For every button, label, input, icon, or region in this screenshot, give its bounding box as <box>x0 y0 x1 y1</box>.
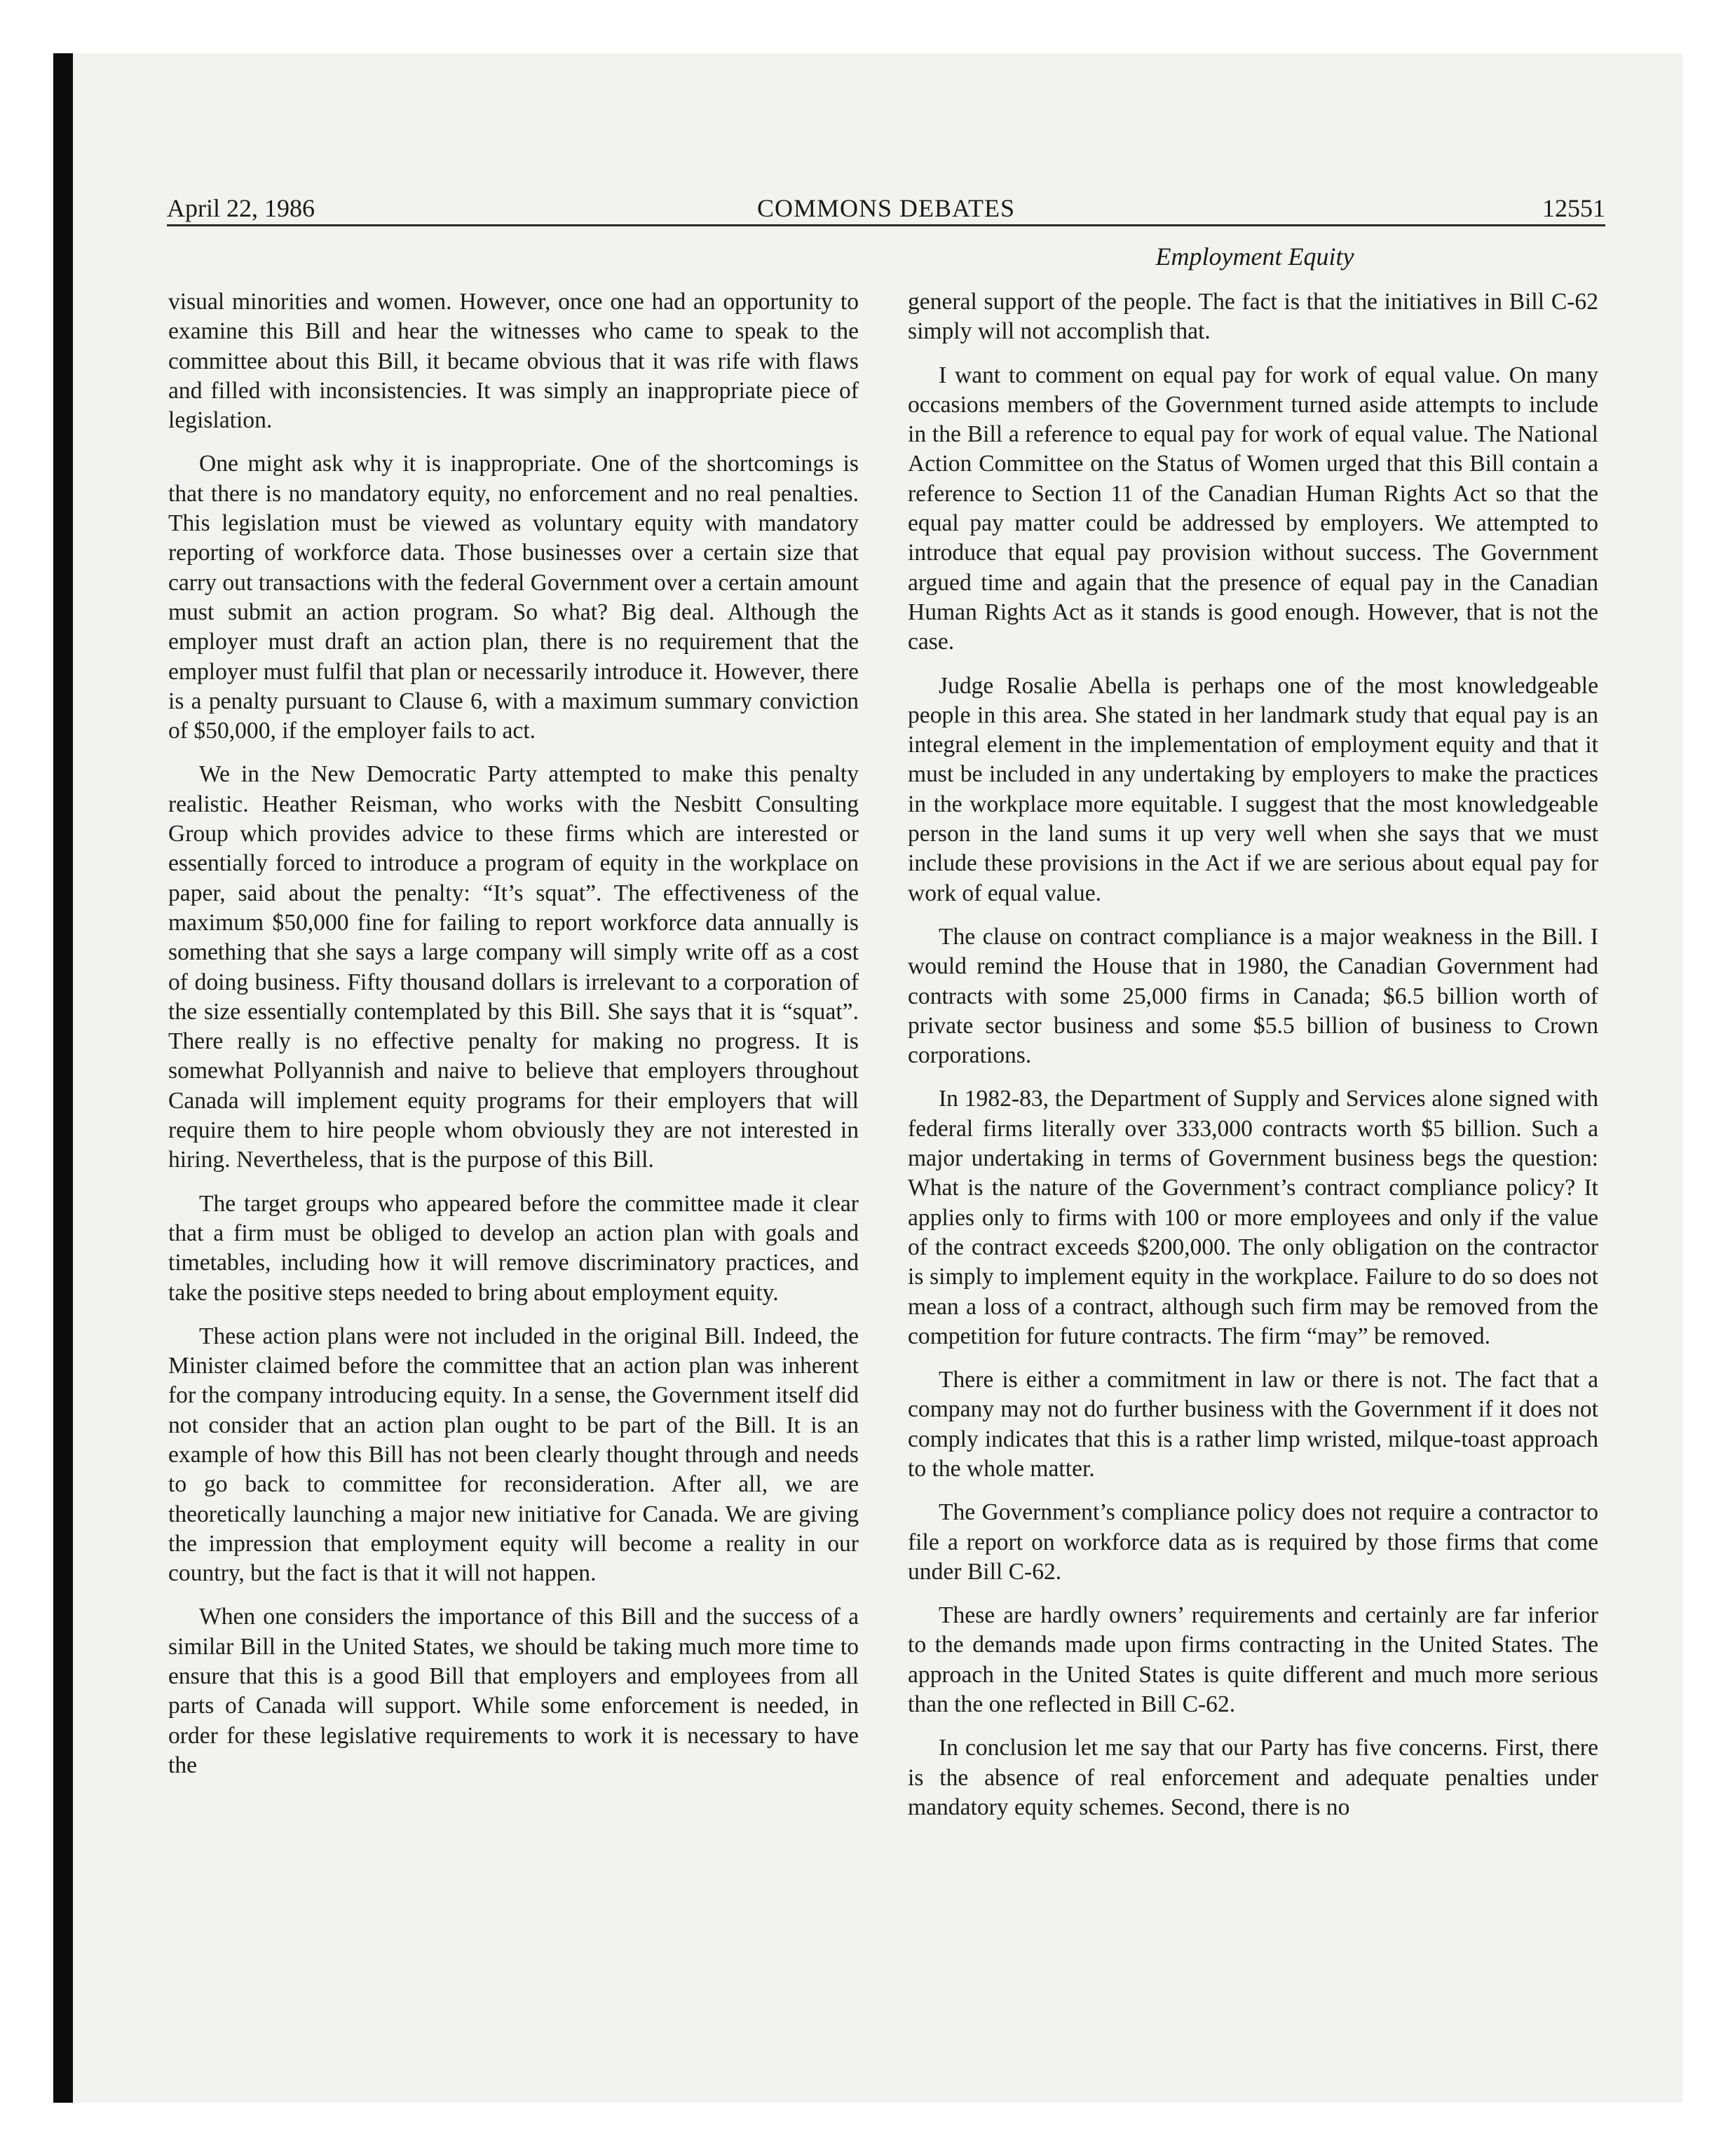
paragraph: The Government’s compliance policy does not require a contractor to file a report on workforce data as is required by those firms that come under Bill C-62. <box>908 1499 1598 1585</box>
paragraph: One might ask why it is inappropriate. One of the shortcomings is that there is no mandatory equity, no enforcement and no real penalties. This legislation must be viewed as voluntary equity with mandatory reporting of workforce data. Those businesses over a certain size that carry out transactions with the federal Government over a certain amount must submit an action program. So what? Big deal. Although the employer must draft an action plan, there is no requirement that the employer must fulfil that plan or necessarily introduce it. However, there is a penalty pursuant to Clause 6, with a maximum summary conviction of $50,000, if the employer fails to act. <box>168 451 859 744</box>
paragraph: The clause on contract compliance is a major weakness in the Bill. I would remind the House that in 1980, the Canadian Government had contracts with some 25,000 firms in Canada; $6.5 billion worth of private sector business and some $5.5 billion of business to Crown corporations. <box>908 923 1598 1069</box>
paragraph: I want to comment on equal pay for work of equal value. On many occasions members of the Government turned aside attempts to include in the Bill a reference to equal pay for work of equal value. The National Action Committee on the Status of Women urged that this Bill contain a reference to Section 11 of the Canadian Human Rights Act so that the equal pay matter could be addressed by employers. We attempted to introduce that equal pay provision without success. The Government argued time and again that the presence of equal pay in the Canadian Human Rights Act as it stands is good enough. However, that is not the case. <box>908 362 1598 655</box>
paragraph: visual minorities and women. However, once one had an opportunity to examine this Bill and hear the witnesses who came to speak to the committee about this Bill, it became obvious that it was rife with flaws and filled with inconsistencies. It was simply an inappropriate piece of legislation. <box>168 289 859 434</box>
paragraph: In conclusion let me say that our Party has five concerns. First, there is the absence of real enforcement and adequate penalties under mandatory equity schemes. Second, there is no <box>908 1735 1598 1820</box>
header-page-number: 12551 <box>1542 194 1605 222</box>
running-header <box>167 191 1605 226</box>
header-rule <box>167 224 1605 226</box>
paragraph: Judge Rosalie Abella is perhaps one of the most knowledgeable people in this area. She stated in her landmark study that equal pay is an integral element in the implementation of employment equity and that it must be included in any undertaking by employers to make the practices in the workplace more equitable. I suggest that the most knowledgeable person in the land sums it up very well when she says that we must include these provisions in the Act if we are serious about equal pay for work of equal value. <box>908 672 1598 906</box>
paragraph: In 1982-83, the Department of Supply and Services alone signed with federal firms literally over 333,000 contracts worth $5 billion. Such a major undertaking in terms of Government business begs the question: What is the nature of the Government’s contract compliance policy? It applies only to firms with 100 or more employees and only if the value of the contract exceeds $200,000. The only obligation on the contractor is simply to implement equity in the workplace. Failure to do so does not mean a loss of a contract, although such firm may be removed from the competition for future contracts. The firm “may” be removed. <box>908 1086 1598 1349</box>
left-column <box>168 287 859 1794</box>
paragraph: These are hardly owners’ requirements and certainly are far inferior to the demands made upon firms contracting in the United States. The approach in the United States is quite different and much more serious than the one reflected in Bill C-62. <box>908 1602 1598 1718</box>
paragraph: We in the New Democratic Party attempted to make this penalty realistic. Heather Reisman, who works with the Nesbitt Consulting Group which provides advice to these firms which are interested or essentially forced to introduce a program of equity in the workplace on paper, said about the penalty: “It’s squat”. The effectiveness of the maximum $50,000 fine for failing to report workforce data annually is something that she says a large company will simply write off as a cost of doing business. Fifty thousand dollars is irrelevant to a corporation of the size essentially contemplated by this Bill. She says that it is “squat”. There really is no effective penalty for making no progress. It is somewhat Pollyannish and naive to believe that employers throughout Canada will implement equity programs for their employers that will require them to hire people whom obviously they are not interested in hiring. Nevertheless, that is the purpose of this Bill. <box>168 761 859 1173</box>
paragraph: These action plans were not included in the original Bill. Indeed, the Minister claimed before the committee that an action plan was inherent for the company introducing equity. In a sense, the Government itself did not consider that an action plan ought to be part of the Bill. It is an example of how this Bill has not been clearly thought through and needs to go back to committee for reconsideration. After all, we are theoretically launching a major new initiative for Canada. We are giving the impression that employment equity will become a reality in our country, but the fact is that it will not happen. <box>168 1323 859 1587</box>
paragraph: The target groups who appeared before the committee made it clear that a firm must be obliged to develop an action plan with goals and timetables, including how it will remove discriminatory practices, and take the positive steps needed to bring about employment equity. <box>168 1190 859 1306</box>
paragraph: When one considers the importance of this Bill and the success of a similar Bill in the United States, we should be taking much more time to ensure that this is a good Bill that employers and employees from all parts of Canada will support. While some enforcement is needed, in order for these legislative requirements to work it is necessary to have the <box>168 1604 859 1778</box>
right-column <box>908 287 1598 1836</box>
scan-border <box>53 53 73 2103</box>
header-publication: COMMONS DEBATES <box>756 194 1016 222</box>
paragraph: There is either a commitment in law or there is not. The fact that a company may not do further business with the Government if it does not comply indicates that this is a rather limp wristed, milque-toast approach to the whole matter. <box>908 1367 1598 1482</box>
header-date: April 22, 1986 <box>167 194 315 222</box>
section-title: Employment Equity <box>1155 243 1354 271</box>
paragraph: general support of the people. The fact is that the initiatives in Bill C-62 simply will not accomplish that. <box>908 289 1598 345</box>
